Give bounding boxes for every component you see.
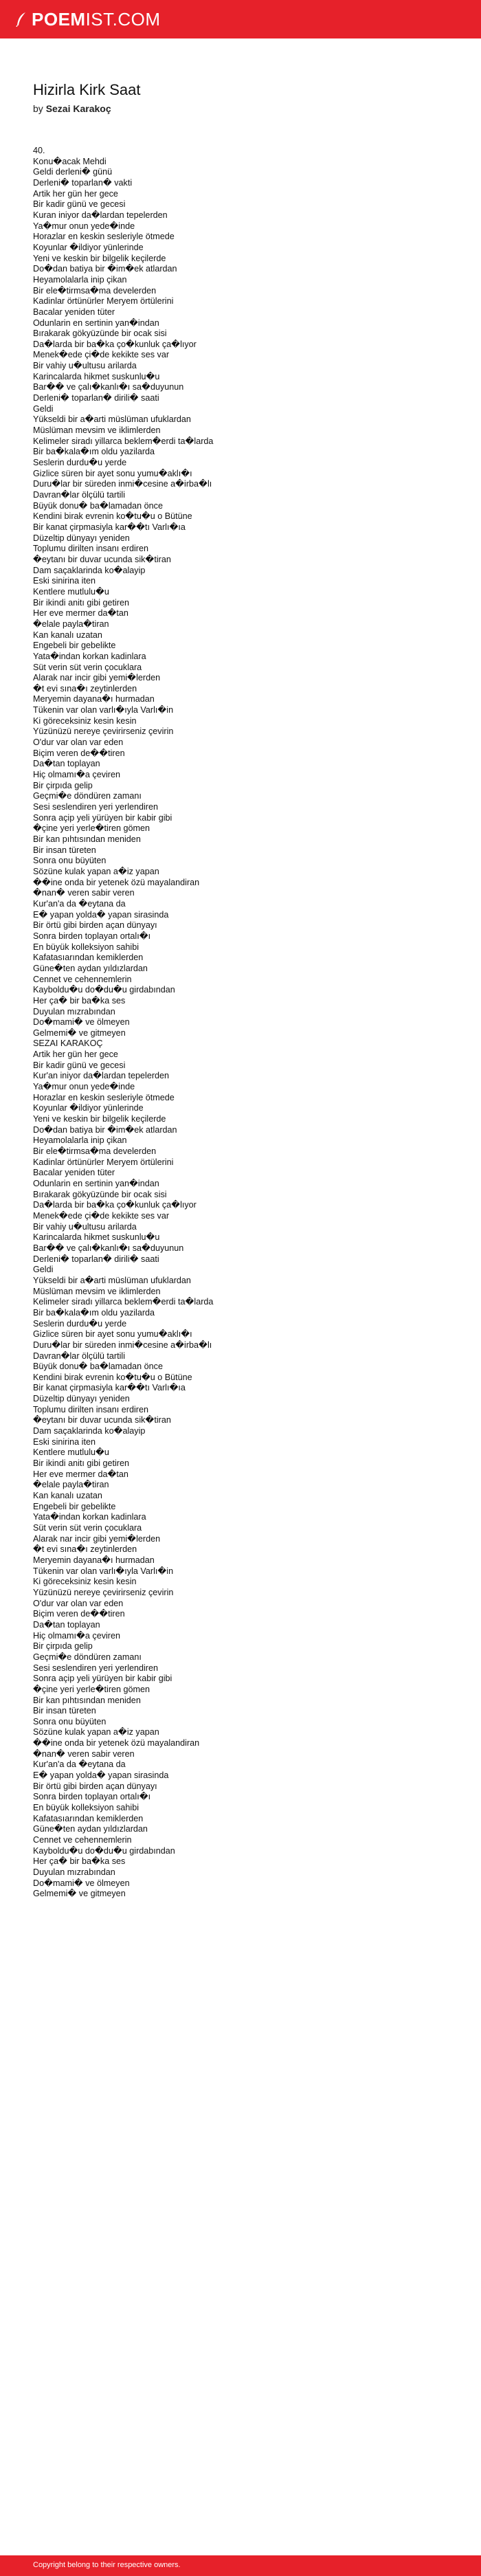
poem-line: Ya�mur onun yede�inde: [33, 1082, 135, 1092]
poem-line: Kendini birak evrenin ko�tu�u o Bütüne: [33, 1372, 192, 1382]
poem-line: Kur'an'a da �eytana da: [33, 1759, 126, 1770]
poem-line: Bacalar yeniden tüter: [33, 1168, 115, 1178]
poem-line: O'dur var olan var eden: [33, 1598, 124, 1608]
by-label: by: [33, 103, 43, 114]
site-footer: [0, 2555, 481, 2576]
poem-line: Bir çirpıda gelip: [33, 1641, 93, 1652]
poem-line: ��ine onda bir yetenek özü mayalandiran: [33, 1738, 200, 1748]
poem-line: Bacalar yeniden tüter: [33, 307, 115, 317]
poem-line: Karincalarda hikmet suskunlu�u: [33, 1232, 160, 1243]
poem-line: Bar�� ve çalı�kanlı�ı sa�duyunun: [33, 382, 184, 392]
poem-line: Artik her gün her gece: [33, 1050, 118, 1060]
poem-line: 40.: [33, 146, 45, 155]
poem-line: Bir vahiy u�ultusu arilarda: [33, 1221, 137, 1232]
poem-line: SEZAI KARAKOÇ: [33, 1039, 103, 1049]
poem-line: Kayboldu�u do�du�u girdabından: [33, 985, 175, 995]
poem-line: �nan� veren sabir veren: [33, 888, 135, 898]
poem-line: Bir ikindi anitı gibi getiren: [33, 1458, 130, 1469]
poem-line: Sesi seslendiren yeri yerlendiren: [33, 1663, 159, 1673]
copyright-text: Copyright belong to their respective owners.: [33, 2561, 181, 2569]
poem-line: Bar�� ve çalı�kanlı�ı sa�duyunun: [33, 1243, 184, 1253]
poem-line: Horazlar en keskin sesleriyle ötmede: [33, 232, 175, 242]
poem-line: Sesi seslendiren yeri yerlendiren: [33, 802, 159, 812]
poem-line: Bırakarak gökyüzünde bir ocak sisi: [33, 1189, 167, 1199]
poem-line: Yata�indan korkan kadinlara: [33, 651, 146, 661]
poem-line: Engebeli bir gebelikte: [33, 641, 116, 651]
poem-line: Do�mami� ve ölmeyen: [33, 1017, 130, 1028]
poem-line: Bir ba�kala�ım oldu yazilarda: [33, 447, 155, 457]
poem-line: Cennet ve cehennemlerin: [33, 974, 132, 984]
poem-line: Yeni ve keskin bir bilgelik keçilerde: [33, 1114, 166, 1124]
poem-line: Menek�ede çi�de kekikte ses var: [33, 350, 170, 360]
poem-line: Sözüne kulak yapan a�iz yapan: [33, 1727, 159, 1737]
poem-line: Bir kan pıhtısından meniden: [33, 1695, 141, 1705]
poem-line: Konu�acak Mehdi: [33, 156, 107, 166]
poem-line: Yata�indan korkan kadinlara: [33, 1512, 146, 1522]
logo-text-light: IST.COM: [85, 8, 161, 30]
poem-body: [33, 146, 452, 1900]
poem-line: Kan kanalı uzatan: [33, 1491, 102, 1501]
poem-line: Her eve mermer da�tan: [33, 1469, 128, 1479]
poem-line: E� yapan yolda� yapan sirasinda: [33, 1770, 169, 1781]
poem-line: Kelimeler siradı yillarca beklem�erdi ta�larda: [33, 1297, 214, 1307]
logo-text-strong: POEM: [32, 8, 86, 30]
poem-line: Kadinlar örtünürler Meryem örtülerini: [33, 296, 174, 307]
poem-line: Koyunlar �ildiyor yünlerinde: [33, 1103, 144, 1113]
poem-line: En büyük kolleksiyon sahibi: [33, 942, 139, 952]
poem-line: Do�dan batiya bir �im�ek atlardan: [33, 1124, 177, 1135]
author-link[interactable]: Sezai Karakoç: [45, 103, 111, 114]
poem-line: Süt verin süt verin çocuklara: [33, 1523, 142, 1533]
poem-line: Her ça� bir ba�ka ses: [33, 995, 126, 1006]
poem-line: �elale payla�tiran: [33, 1480, 109, 1490]
poem-line: Dam saçaklarinda ko�alayip: [33, 1426, 146, 1436]
poem-line: Heyamolalarla inip çikan: [33, 274, 127, 285]
poem-line: Meryemin dayana�ı hurmadan: [33, 694, 155, 704]
poem-line: Güne�ten aydan yıldızlardan: [33, 1824, 148, 1834]
poem-line: Geldi: [33, 1265, 54, 1275]
poem-line: Alarak nar incir gibi yemi�lerden: [33, 673, 161, 683]
poem-line: Düzeltip dünyayı yeniden: [33, 533, 130, 543]
poem-line: Yüzünüzü nereye çevirirseniz çevirin: [33, 726, 174, 737]
poem-line: Bir örtü gibi birden açan dünyayı: [33, 920, 157, 931]
poem-line: Biçim veren de��tiren: [33, 748, 125, 758]
poem-line: Her eve mermer da�tan: [33, 608, 128, 619]
poem-line: Duyulan mızrabından: [33, 1867, 115, 1877]
poem-title: Hizirla Kirk Saat: [33, 81, 141, 98]
quill-icon: [15, 12, 27, 27]
poem-line: Müslüman mevsim ve iklimlerden: [33, 1286, 161, 1296]
poem-line: Derleni� toparlan� vakti: [33, 177, 133, 188]
poem-line: Her ça� bir ba�ka ses: [33, 1856, 126, 1867]
poem-line: �çine yeri yerle�tiren gömen: [33, 823, 150, 834]
poem-line: Güne�ten aydan yıldızlardan: [33, 963, 148, 973]
poem-line: Engebeli bir gebelikte: [33, 1501, 116, 1511]
poem-line: Da�larda bir ba�ka ço�kunluk ça�lıyor: [33, 339, 197, 349]
poem-line: Bir kanat çirpmasiyla kar��tı Varlı�ıa: [33, 1383, 186, 1393]
poem-line: Do�mami� ve ölmeyen: [33, 1878, 130, 1888]
poem-line: Sonra açip yeli yürüyen bir kabir gibi: [33, 812, 172, 823]
poem-line: Geçmi�e döndüren zamanı: [33, 791, 142, 801]
poem-line: Da�larda bir ba�ka ço�kunluk ça�lıyor: [33, 1200, 197, 1210]
poem-line: Alarak nar incir gibi yemi�lerden: [33, 1533, 161, 1544]
poem-line: Bir vahiy u�ultusu arilarda: [33, 361, 137, 371]
poem-line: Bir kan pıhtısından meniden: [33, 834, 141, 844]
poem-line: Bir örtü gibi birden açan dünyayı: [33, 1781, 157, 1791]
poem-line: Yükseldi bir a�arti müslüman ufuklardan: [33, 1275, 191, 1285]
poem-line: Menek�ede çi�de kekikte ses var: [33, 1210, 170, 1221]
poem-line: Yükseldi bir a�arti müslüman ufuklardan: [33, 414, 191, 425]
poem-line: Büyük donu� ba�lamadan önce: [33, 1362, 163, 1372]
poem-line: Artik her gün her gece: [33, 188, 118, 199]
poem-line: Bir kanat çirpmasiyla kar��tı Varlı�ıa: [33, 522, 186, 532]
poem-line: Eski sinirina iten: [33, 1436, 96, 1447]
poem-line: Da�tan toplayan: [33, 759, 100, 769]
poem-container: [33, 81, 452, 1900]
poem-line: Do�dan batiya bir �im�ek atlardan: [33, 264, 177, 274]
poem-line: Davran�lar ölçülü tartili: [33, 490, 125, 500]
poem-line: En büyük kolleksiyon sahibi: [33, 1803, 139, 1813]
site-logo[interactable]: [15, 10, 161, 29]
poem-line: Ki göreceksiniz kesin kesin: [33, 1577, 137, 1587]
poem-line: Müslüman mevsim ve iklimlerden: [33, 425, 161, 436]
poem-line: Kur'an iniyor da�lardan tepelerden: [33, 1071, 170, 1081]
poem-line: Duru�lar bir süreden inmi�cesine a�irba�lı: [33, 1340, 212, 1350]
poem-line: Kadinlar örtünürler Meryem örtülerini: [33, 1157, 174, 1167]
poem-line: Geçmi�e döndüren zamanı: [33, 1652, 142, 1662]
poem-line: Duru�lar bir süreden inmi�cesine a�irba�lı: [33, 479, 212, 489]
poem-line: Sonra açip yeli yürüyen bir kabir gibi: [33, 1674, 172, 1684]
poem-line: �t evi sına�ı zeytinlerden: [33, 683, 137, 693]
poem-line: �t evi sına�ı zeytinlerden: [33, 1544, 137, 1555]
poem-line: Kuran iniyor da�lardan tepelerden: [33, 210, 168, 220]
poem-line: Davran�lar ölçülü tartili: [33, 1351, 125, 1361]
poem-line: Derleni� toparlan� dirili� saati: [33, 1254, 159, 1264]
poem-line: Bir insan türeten: [33, 845, 96, 855]
poem-line: Kafatasıarından kemiklerden: [33, 1813, 144, 1823]
poem-line: Düzeltip dünyayı yeniden: [33, 1394, 130, 1404]
poem-line: Kentlere mutlulu�u: [33, 586, 109, 597]
poem-line: Gizlice süren bir ayet sonu yumu�aklı�ı: [33, 468, 192, 478]
poem-line: Hiç olmamı�a çeviren: [33, 1630, 120, 1641]
poem-line: Bir ele�tirmsa�ma develerden: [33, 285, 157, 296]
poem-line: �eytanı bir duvar ucunda sik�tiran: [33, 1415, 171, 1425]
poem-line: Derleni� toparlan� dirili� saati: [33, 393, 159, 403]
poem-line: Kafatasıarından kemiklerden: [33, 953, 144, 963]
poem-line: Da�tan toplayan: [33, 1619, 100, 1630]
poem-line: Sözüne kulak yapan a�iz yapan: [33, 866, 159, 876]
poem-line: Dam saçaklarinda ko�alayip: [33, 565, 146, 575]
poem-line: Toplumu dirilten insanı erdiren: [33, 1404, 149, 1414]
poem-line: Kur'an'a da �eytana da: [33, 898, 126, 909]
poem-line: Odunlarin en sertinin yan�indan: [33, 318, 159, 328]
poem-line: Bir ikindi anitı gibi getiren: [33, 597, 130, 608]
poem-line: Gelmemi� ve gitmeyen: [33, 1028, 126, 1038]
poem-line: Tükenin var olan varlı�ıyla Varlı�in: [33, 1566, 174, 1576]
poem-line: Odunlarin en sertinin yan�indan: [33, 1179, 159, 1188]
poem-line: Bir insan türeten: [33, 1706, 96, 1716]
poem-line: Kelimeler siradı yillarca beklem�erdi ta�larda: [33, 436, 214, 446]
poem-line: Büyük donu� ba�lamadan önce: [33, 500, 163, 511]
poem-line: Bir kadir günü ve gecesi: [33, 199, 126, 210]
poem-line: Seslerin durdu�u yerde: [33, 1318, 127, 1329]
poem-line: �eytanı bir duvar ucunda sik�tiran: [33, 554, 171, 564]
poem-line: Bir kadir günü ve gecesi: [33, 1060, 126, 1070]
poem-line: Süt verin süt verin çocuklara: [33, 662, 142, 672]
poem-line: Gelmemi� ve gitmeyen: [33, 1889, 126, 1899]
poem-line: Meryemin dayana�ı hurmadan: [33, 1555, 155, 1565]
poem-line: Kendini birak evrenin ko�tu�u o Bütüne: [33, 511, 192, 522]
poem-line: Yeni ve keskin bir bilgelik keçilerde: [33, 253, 166, 263]
poem-line: Cennet ve cehennemlerin: [33, 1835, 132, 1845]
poem-line: E� yapan yolda� yapan sirasinda: [33, 909, 169, 920]
poem-line: Seslerin durdu�u yerde: [33, 458, 127, 468]
poem-line: Toplumu dirilten insanı erdiren: [33, 544, 149, 554]
poem-line: Duyulan mızrabından: [33, 1006, 115, 1017]
poem-line: Bir çirpıda gelip: [33, 780, 93, 790]
poem-line: Sonra onu büyüten: [33, 1716, 107, 1726]
poem-line: Heyamolalarla inip çikan: [33, 1135, 127, 1146]
poem-line: Geldi: [33, 403, 54, 414]
poem-line: �elale payla�tiran: [33, 619, 109, 629]
poem-line: ��ine onda bir yetenek özü mayalandiran: [33, 877, 200, 887]
poem-byline: [33, 103, 452, 114]
poem-line: �çine yeri yerle�tiren gömen: [33, 1684, 150, 1694]
poem-line: Bir ba�kala�ım oldu yazilarda: [33, 1307, 155, 1318]
poem-line: Horazlar en keskin sesleriyle ötmede: [33, 1092, 175, 1102]
poem-line: Hiç olmamı�a çeviren: [33, 770, 120, 780]
poem-line: Bırakarak gökyüzünde bir ocak sisi: [33, 329, 167, 339]
poem-line: �nan� veren sabir veren: [33, 1748, 135, 1759]
poem-line: Karincalarda hikmet suskunlu�u: [33, 371, 160, 381]
poem-line: Ya�mur onun yede�inde: [33, 221, 135, 231]
poem-line: Eski sinirina iten: [33, 576, 96, 586]
poem-line: Yüzünüzü nereye çevirirseniz çevirin: [33, 1587, 174, 1597]
poem-line: Ki göreceksiniz kesin kesin: [33, 715, 137, 726]
poem-line: Kentlere mutlulu�u: [33, 1447, 109, 1458]
poem-line: O'dur var olan var eden: [33, 737, 124, 748]
poem-line: Biçim veren de��tiren: [33, 1609, 125, 1619]
poem-line: Gizlice süren bir ayet sonu yumu�aklı�ı: [33, 1329, 192, 1340]
poem-line: Tükenin var olan varlı�ıyla Varlı�in: [33, 705, 174, 715]
site-header: [0, 0, 481, 38]
poem-line: Geldi derleni� günü: [33, 167, 113, 177]
poem-line: Kan kanalı uzatan: [33, 630, 102, 640]
poem-line: Sonra onu büyüten: [33, 856, 107, 866]
poem-line: Sonra birden toplayan ortalı�ı: [33, 1792, 151, 1802]
poem-line: Koyunlar �ildiyor yünlerinde: [33, 242, 144, 252]
poem-line: Kayboldu�u do�du�u girdabından: [33, 1845, 175, 1856]
poem-line: Sonra birden toplayan ortalı�ı: [33, 931, 151, 941]
poem-line: Bir ele�tirmsa�ma develerden: [33, 1146, 157, 1157]
